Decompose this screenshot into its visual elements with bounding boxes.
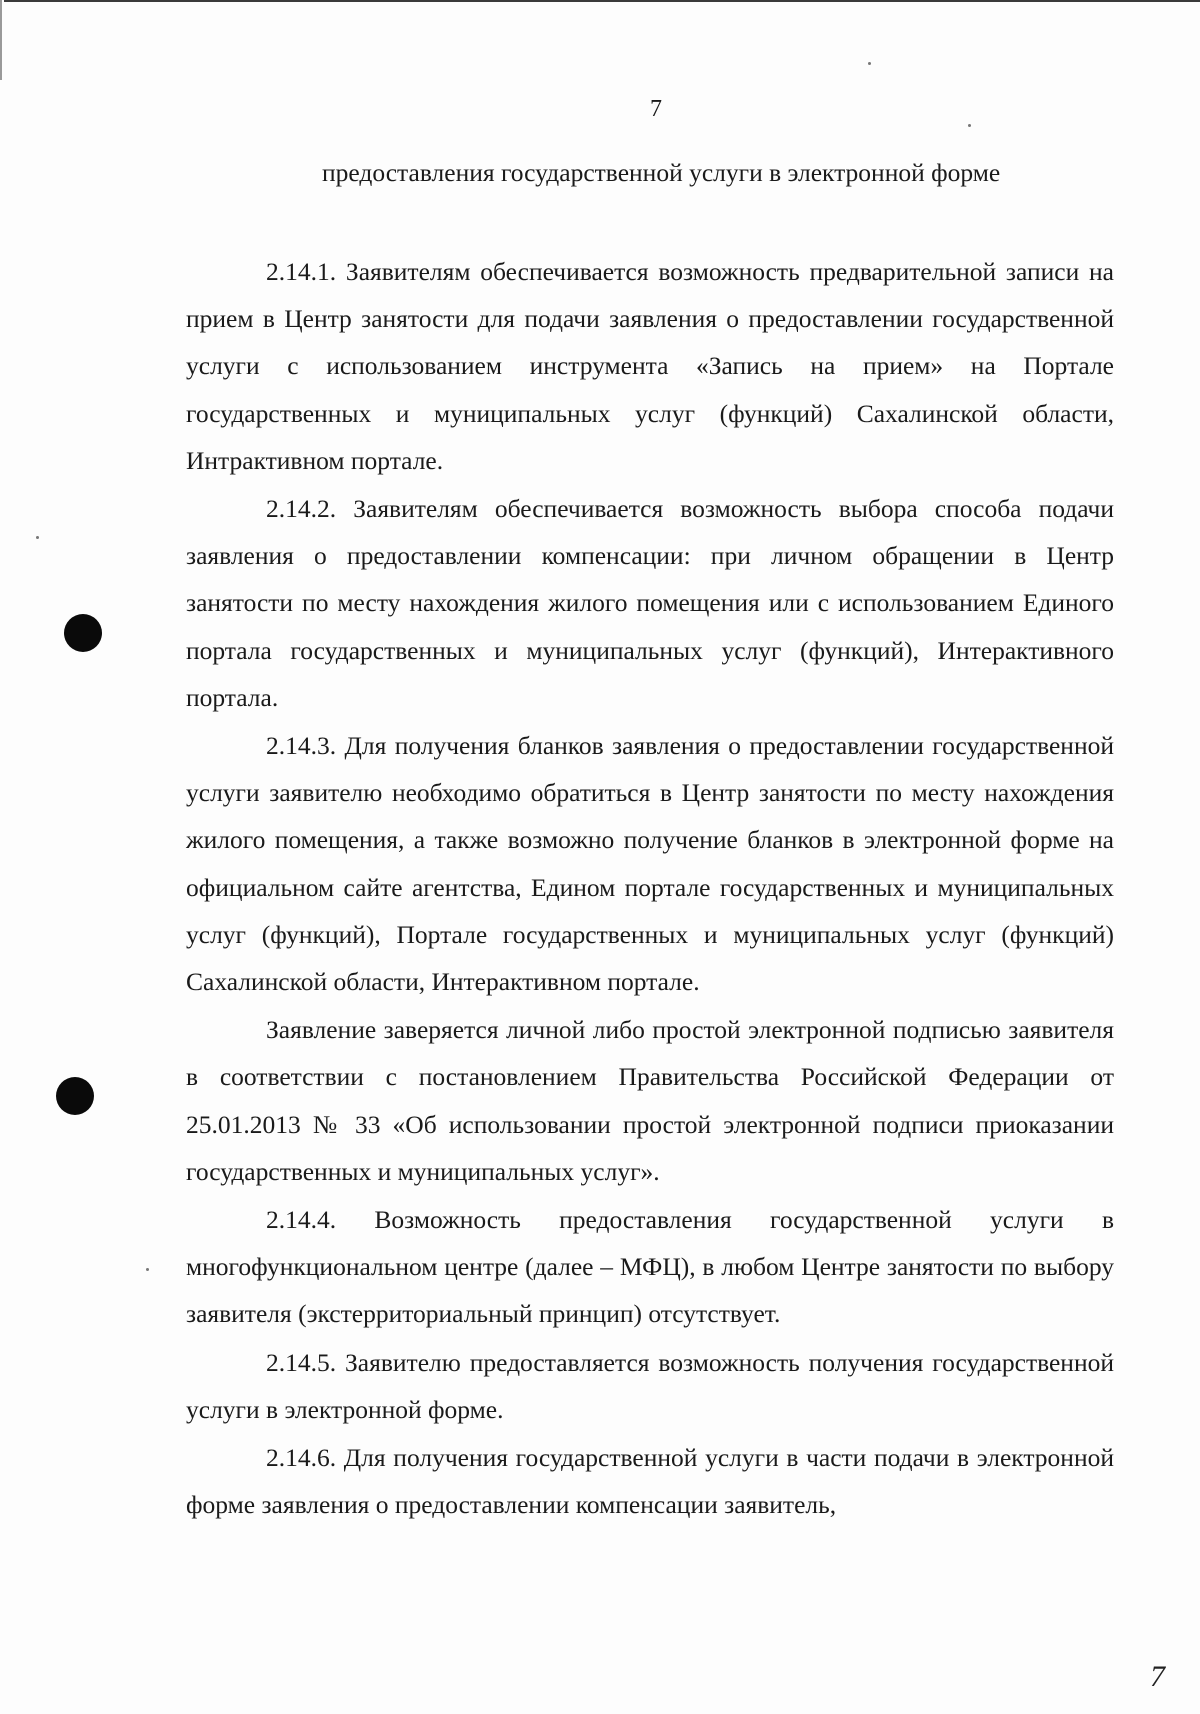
scan-speck [36,536,39,539]
handwritten-page-number: 7 [1150,1660,1165,1693]
scan-speck [968,124,971,127]
punch-hole [56,1077,94,1115]
document-body [186,248,1114,1528]
paragraph-2-14-4: 2.14.4. Возможность предоставления государственной услуги в многофункциональном центре (далее – МФЦ), в любом Центре занятости по выбору заявителя (экстерриториальный принцип) отсутствует. [186,1205,1114,1329]
paragraph-2-14-3: 2.14.3. Для получения бланков заявления о предоставлении государственной услуги заявителю необходимо обратиться в Центр занятости по месту нахождения жилого помещения, а также возможно получение бланков в электронной форме на официальном сайте агентства, Едином портале государственных и муниципальных услуг (функций), Портале государственных и муниципальных услуг (функций) Сахалинской области, Интерактивном портале. [186,731,1114,997]
scan-speck [146,1268,149,1271]
scan-edge-top [4,0,1200,2]
punch-hole [64,614,102,652]
paragraph-signature: Заявление заверяется личной либо простой электронной подписью заявителя в соответствии с постановлением Правительства Российской Федерации от 25.01.2013 № 33 «Об использовании простой электронной подписи приоказании государственных и муниципальных услуг». [186,1015,1114,1186]
paragraph-2-14-6: 2.14.6. Для получения государственной услуги в части подачи в электронной форме заявления о предоставлении компенсации заявитель, [186,1443,1114,1520]
page-number: 7 [650,96,662,122]
scan-speck [868,62,871,65]
paragraph-2-14-2: 2.14.2. Заявителям обеспечивается возможность выбора способа подачи заявления о предоставлении компенсации: при личном обращении в Центр занятости по месту нахождения жилого помещения или с использованием Единого портала государственных и муниципальных услуг (функций), Интерактивного портала. [186,494,1114,712]
section-heading-continuation: предоставления государственной услуги в электронной форме [322,158,1001,187]
paragraph-2-14-5: 2.14.5. Заявителю предоставляется возможность получения государственной услуги в электронной форме. [186,1347,1114,1424]
paragraph-2-14-1: 2.14.1. Заявителям обеспечивается возможность предварительной записи на прием в Центр занятости для подачи заявления о предоставлении государственной услуги с использованием инструмента «Запись на прием» на Портале государственных и муниципальных услуг (функций) Сахалинской области, Интрактивном портале. [186,257,1114,475]
scan-edge-left [0,0,2,80]
